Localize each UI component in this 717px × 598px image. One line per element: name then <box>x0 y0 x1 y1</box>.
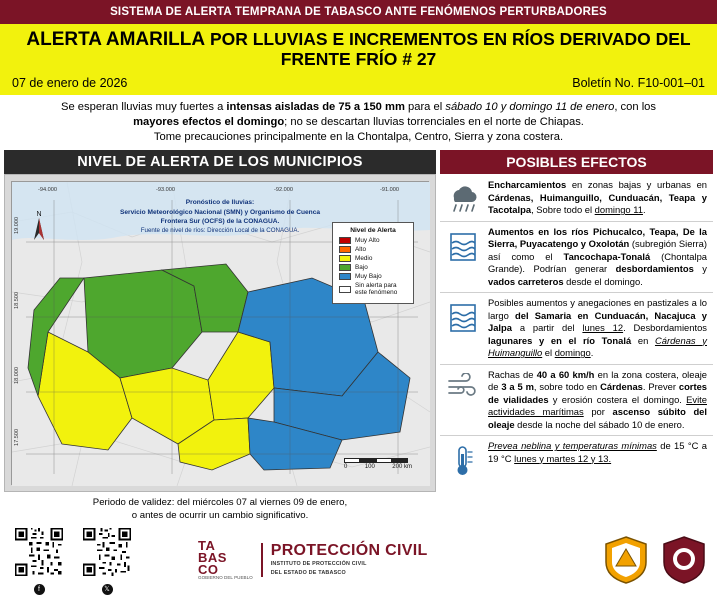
effect-text: Posibles aumentos y anegaciones en pastizales a lo largo del Samaria en Cunduacán, Nacajuca y Jalpa a partir del lunes 12. Desbordamientos lagunares y en el río Tonalá en Cárdenas y Huimanguillo el domingo. <box>488 297 708 359</box>
map-caption-line-4: Fuente de nivel de ríos: Dirección Local de la CONAGUA. <box>140 226 300 234</box>
summary-text-b: intensas aisladas de 75 a 150 mm <box>226 100 405 113</box>
system-title-bar: SISTEMA DE ALERTA TEMPRANA DE TABASCO ANTE FENÓMENOS PERTURBADORES <box>0 0 717 24</box>
map-y-label-1: 18.500 <box>14 292 20 310</box>
thermometer-icon <box>444 440 482 478</box>
scale-label-0: 0 <box>344 464 348 471</box>
legend-swatch-alto <box>339 246 351 253</box>
effect-item <box>440 365 713 437</box>
map-caption-line-1: Pronóstico de lluvias: <box>185 199 255 207</box>
legend-item <box>339 273 407 280</box>
legend-item <box>339 264 407 271</box>
map-legend <box>332 222 414 304</box>
x-twitter-icon[interactable]: 𝕏 <box>102 584 113 595</box>
tabasco-logo-line-2: BAS <box>198 550 227 566</box>
bulletin-meta-row <box>0 74 717 95</box>
legend-swatch-muy-bajo <box>339 273 351 280</box>
proteccion-civil-sub-1: INSTITUTO DE PROTECCIÓN CIVIL <box>270 561 367 568</box>
tabasco-logo <box>198 540 253 580</box>
legend-label-muy-bajo: Muy Bajo <box>355 273 382 281</box>
legend-swatch-sin-alerta <box>339 286 351 293</box>
river-rise-icon <box>444 297 482 335</box>
effects-title: POSIBLES EFECTOS <box>440 150 713 174</box>
legend-label-alto: Alto <box>355 246 367 254</box>
legend-item <box>339 237 407 244</box>
legend-item <box>339 282 407 296</box>
bulletin-date: 07 de enero de 2026 <box>12 75 128 90</box>
qr-facebook-graphic <box>10 526 68 578</box>
validity-line-2: o antes de ocurrir un cambio significativo. <box>131 509 309 521</box>
qr-code-x[interactable] <box>78 526 136 595</box>
map-column <box>4 150 436 524</box>
tabasco-logo-line-1: TA <box>198 538 216 554</box>
effect-text: Prevea neblina y temperaturas mínimas de 15 °C a 19 °C lunes y martes 12 y 13. <box>488 440 707 464</box>
legend-label-medio: Medio <box>355 255 373 263</box>
tabasco-logo-subtitle: GOBIERNO DEL PUEBLO <box>198 574 253 580</box>
footer-bar <box>0 524 717 598</box>
qr-facebook-label <box>10 584 68 595</box>
map-x-label-0: -94.000 <box>38 187 57 194</box>
svg-text:N: N <box>36 211 42 219</box>
secondary-emblem-icon <box>661 535 707 585</box>
alert-map <box>4 174 436 492</box>
summary-line-2 <box>10 115 707 130</box>
qr-x-label <box>78 584 136 595</box>
effect-text: Rachas de 40 a 60 km/h en la zona costera, oleaje de 3 a 5 m, sobre todo en Cárdenas. Prever cortes de vialidades y erosión costera el domingo. Evite actividades marítimas por ascenso súbito del oleaje desde la noche del sábado 10 de enero. <box>488 368 707 430</box>
map-legend-title: Nivel de Alerta <box>350 227 396 235</box>
map-x-label-1: -93.000 <box>156 187 175 194</box>
legend-swatch-medio <box>339 255 351 262</box>
effects-list <box>440 174 713 524</box>
map-title: NIVEL DE ALERTA DE LOS MUNICIPIOS <box>4 150 436 174</box>
legend-swatch-bajo <box>339 264 351 271</box>
map-caption-line-2: Servicio Meteorológico Nacional (SMN) y Organismo de Cuenca <box>119 208 321 216</box>
proteccion-civil-logo <box>261 543 428 577</box>
summary-text-f: mayores efectos el domingo <box>133 115 285 128</box>
bulletin-number: Boletín No. F10-001–01 <box>572 75 705 90</box>
summary-text-d: sábado 10 y domingo 11 de enero <box>445 100 615 113</box>
scale-bar-graphic <box>344 458 412 463</box>
summary-text-a: Se esperan lluvias muy fuertes a <box>61 100 227 113</box>
map-y-label-2: 18.000 <box>14 367 20 385</box>
agency-emblems <box>603 535 707 585</box>
legend-label-muy-alto: Muy Alto <box>355 237 380 245</box>
map-caption <box>105 198 335 236</box>
map-canvas <box>11 181 429 485</box>
map-x-label-3: -91.000 <box>380 187 399 194</box>
map-y-label-0: 19.000 <box>14 217 20 235</box>
summary-line-3: Tome precauciones principalmente en la Chontalpa, Centro, Sierra y zona costera. <box>153 131 564 144</box>
alert-headline <box>8 29 709 70</box>
alert-band <box>0 24 717 74</box>
legend-item <box>339 255 407 262</box>
facebook-icon[interactable]: f <box>34 584 45 595</box>
summary-text-e: , con los <box>614 100 656 113</box>
proteccion-civil-sub-2: DEL ESTADO DE TABASCO <box>270 570 346 577</box>
legend-label-bajo: Bajo <box>355 264 368 272</box>
effect-item <box>440 175 713 222</box>
effect-item <box>440 222 713 294</box>
proteccion-civil-emblem-icon <box>603 535 649 585</box>
proteccion-civil-title: PROTECCIÓN CIVIL <box>270 542 428 560</box>
body-columns <box>0 150 717 524</box>
summary-line-1 <box>10 100 707 115</box>
effect-text: Encharcamientos en zonas bajas y urbanas en Cárdenas, Huimanguillo, Cunduacán, Teapa y Tacotalpa, Sobre todo el domingo 11. <box>488 179 707 216</box>
wind-icon <box>444 369 482 399</box>
summary-paragraph <box>0 95 717 150</box>
validity-line-1: Periodo de validez: del miércoles 07 al viernes 09 de enero, <box>92 497 348 509</box>
effect-item <box>440 436 713 482</box>
legend-swatch-muy-alto <box>339 237 351 244</box>
map-caption-line-3: Frontera Sur (OCFS) de la CONAGUA. <box>160 218 280 226</box>
effect-text: Aumentos en los ríos Pichucalco, Teapa, De la Sierra, Puyacatengo y Oxolotán (subregión Sierra) así como el Tancochapa-Tonalá (Chontalpa Grande). Podrían generar desbordamientos y vados carreteros desde el domingo. <box>488 225 708 287</box>
brand-lockup <box>198 540 428 580</box>
map-y-label-3: 17.500 <box>14 429 20 447</box>
scale-label-2: 200 km <box>392 464 412 471</box>
map-scale-bar <box>344 458 412 470</box>
summary-text-c: para el <box>404 100 446 113</box>
effects-column <box>440 150 713 524</box>
alert-headline-rest: POR LLUVIAS E INCREMENTOS EN RÍOS DERIVADO DEL FRENTE FRÍO # 27 <box>205 29 691 70</box>
rain-cloud-icon <box>444 179 482 213</box>
legend-label-sin-alerta: Sin alerta para este fenómeno <box>355 282 398 297</box>
qr-code-facebook[interactable] <box>10 526 68 595</box>
river-rise-icon <box>444 226 482 264</box>
qr-x-graphic <box>78 526 136 578</box>
summary-text-g: ; no se descartan lluvias torrenciales en el norte de Chiapas. <box>284 115 584 128</box>
validity-note <box>4 492 436 524</box>
effect-item <box>440 293 713 365</box>
map-x-label-2: -92.000 <box>274 187 293 194</box>
alert-level-label: ALERTA AMARILLA <box>26 29 206 50</box>
compass-icon <box>26 208 52 242</box>
legend-item <box>339 246 407 253</box>
tabasco-logo-line-3: CO <box>198 561 219 577</box>
scale-label-1: 100 <box>364 464 375 471</box>
